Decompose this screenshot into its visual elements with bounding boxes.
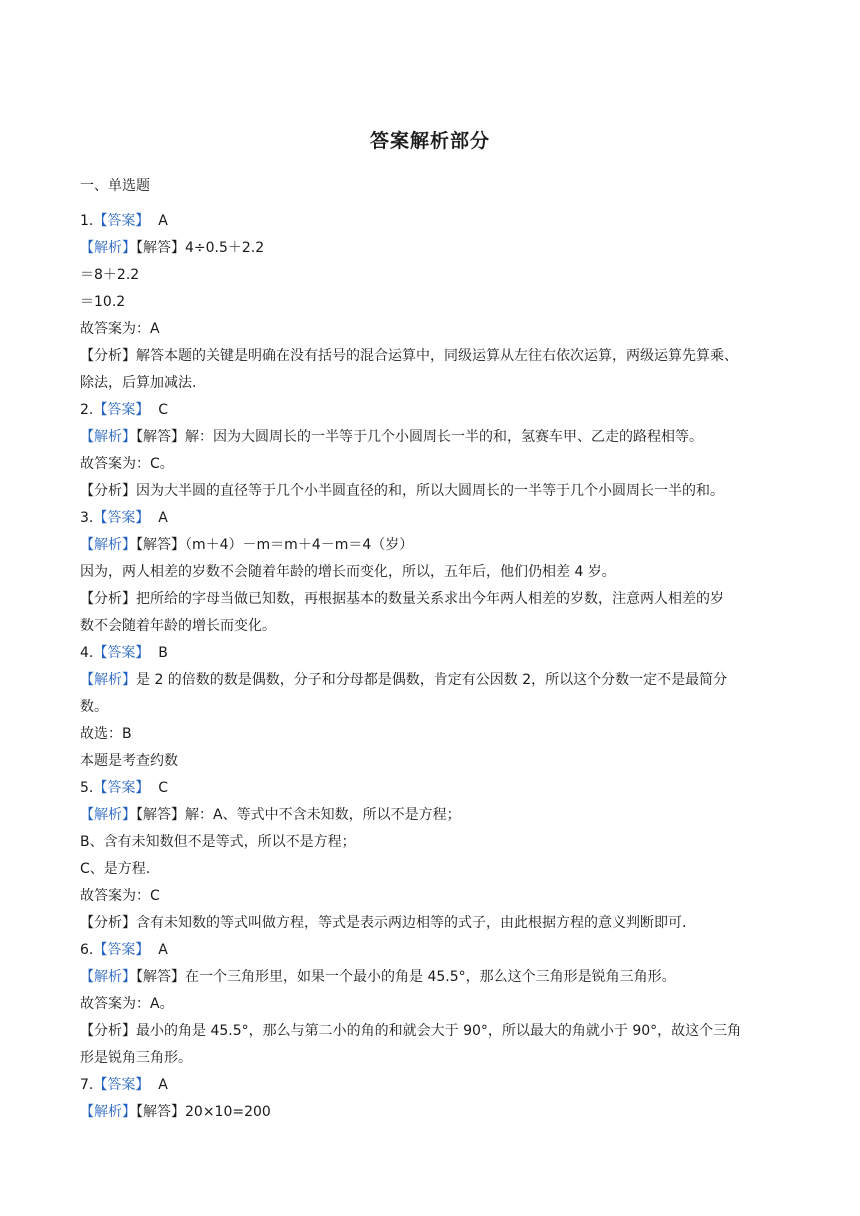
q2-number: 2. [80,402,94,418]
q5-line2: B、含有未知数但不是等式，所以不是方程； [80,834,356,850]
solution-label: 【解答】 [136,537,185,553]
q5-solution: 解：A、等式中不含未知数，所以不是方程； [185,807,461,823]
q6-analysis-text1: 最小的角是 45.5°，那么与第二小的角的和就会大于 90°，所以最大的角就小于 90°，故这个三角 [136,1023,742,1039]
solution-label: 【解答】 [136,240,185,256]
q6-answer: A [158,942,168,958]
explanation-label: 【解析】 [80,672,136,688]
q4-explanation-line1 [80,670,780,690]
q2-answer: C [158,402,169,418]
q5-line3: C、是方程. [80,861,151,877]
answer-label: 【答案】 [93,942,150,958]
q3-solution: （m＋4）－m＝m＋4－m＝4（岁） [185,537,414,553]
q1-step1: ＝8＋2.2 [80,267,140,283]
analysis-label: 【分析】 [80,591,136,607]
analysis-label: 【分析】 [80,1023,136,1039]
answer-label: 【答案】 [93,402,150,418]
q1-solution: 4÷0.5＋2.2 [185,240,265,256]
answer-label: 【答案】 [93,780,150,796]
q5-answer-line [80,778,780,798]
q6-final: 故答案为：A。 [80,996,174,1012]
q1-solution-line [80,238,780,258]
q4-explanation-line2: 数。 [80,699,108,715]
q7-answer: A [158,1077,168,1093]
explanation-label: 【解析】 [80,1104,136,1120]
solution-label: 【解答】 [136,429,185,445]
q3-number: 3. [80,510,94,526]
analysis-label: 【分析】 [80,915,136,931]
section-heading: 一、单选题 [80,178,150,194]
q1-analysis-text1: 解答本题的关键是明确在没有括号的混合运算中，同级运算从左往右依次运算，两级运算先算乘、 [136,348,738,364]
q7-answer-line [80,1075,780,1095]
q5-answer: C [158,780,169,796]
q3-analysis-line1 [80,589,780,609]
q1-answer-line [80,211,780,231]
q1-analysis-line2: 除法，后算加减法. [80,375,197,391]
analysis-label: 【分析】 [80,483,136,499]
q2-analysis-line [80,481,780,501]
q2-answer-line [80,400,780,420]
q4-explanation-text1: 是 2 的倍数的数是偶数，分子和分母都是偶数，肯定有公因数 2，所以这个分数一定不是最简分 [136,672,728,688]
page-title: 答案解析部分 [369,130,490,152]
q2-analysis: 因为大半圆的直径等于几个小半圆直径的和，所以大圆周长的一半等于几个小圆周长一半的和。 [136,483,724,499]
q5-solution-line [80,805,780,825]
q3-solution-line [80,535,780,555]
q1-step2: ＝10.2 [80,294,126,310]
q4-answer-line [80,643,780,663]
q5-number: 5. [80,780,94,796]
q2-final: 故答案为：C。 [80,456,174,472]
explanation-label: 【解析】 [80,807,136,823]
solution-label: 【解答】 [136,1104,185,1120]
q2-solution: 解：因为大圆周长的一半等于几个小圆周长一半的和，氢赛车甲、乙走的路程相等。 [185,429,703,445]
q7-solution-line [80,1102,780,1122]
q4-note: 本题是考查约数 [80,753,178,769]
q6-analysis-line1 [80,1021,780,1041]
solution-label: 【解答】 [136,969,185,985]
q3-analysis-text1: 把所给的字母当做已知数，再根据基本的数量关系求出今年两人相差的岁数，注意两人相差的岁 [136,591,724,607]
q4-final: 故选：B [80,726,132,742]
answer-label: 【答案】 [93,213,150,229]
q7-number: 7. [80,1077,94,1093]
q1-analysis-line1 [80,346,780,366]
answer-label: 【答案】 [93,645,150,661]
q7-solution: 20×10=200 [185,1104,271,1120]
q5-analysis: 含有未知数的等式叫做方程，等式是表示两边相等的式子，由此根据方程的意义判断即可. [136,915,687,931]
answer-label: 【答案】 [93,510,150,526]
q2-solution-line [80,427,780,447]
q6-answer-line [80,940,780,960]
explanation-label: 【解析】 [80,969,136,985]
q3-answer-line [80,508,780,528]
q1-final: 故答案为：A [80,321,160,337]
explanation-label: 【解析】 [80,429,136,445]
q3-analysis-line2: 数不会随着年龄的增长而变化。 [80,618,276,634]
q5-final: 故答案为：C [80,888,160,904]
q6-solution: 在一个三角形里，如果一个最小的角是 45.5°，那么这个三角形是锐角三角形。 [185,969,676,985]
explanation-label: 【解析】 [80,240,136,256]
q1-number: 1. [80,213,94,229]
solution-label: 【解答】 [136,807,185,823]
q4-answer: B [158,645,168,661]
q1-answer: A [158,213,168,229]
analysis-label: 【分析】 [80,348,136,364]
q3-answer: A [158,510,168,526]
explanation-label: 【解析】 [80,537,136,553]
q6-analysis-line2: 形是锐角三角形。 [80,1050,192,1066]
q6-solution-line [80,967,780,987]
q3-line2: 因为，两人相差的岁数不会随着年龄的增长而变化，所以，五年后，他们仍相差 4 岁。 [80,564,616,580]
q5-analysis-line [80,913,780,933]
answer-label: 【答案】 [93,1077,150,1093]
q4-number: 4. [80,645,94,661]
q6-number: 6. [80,942,94,958]
